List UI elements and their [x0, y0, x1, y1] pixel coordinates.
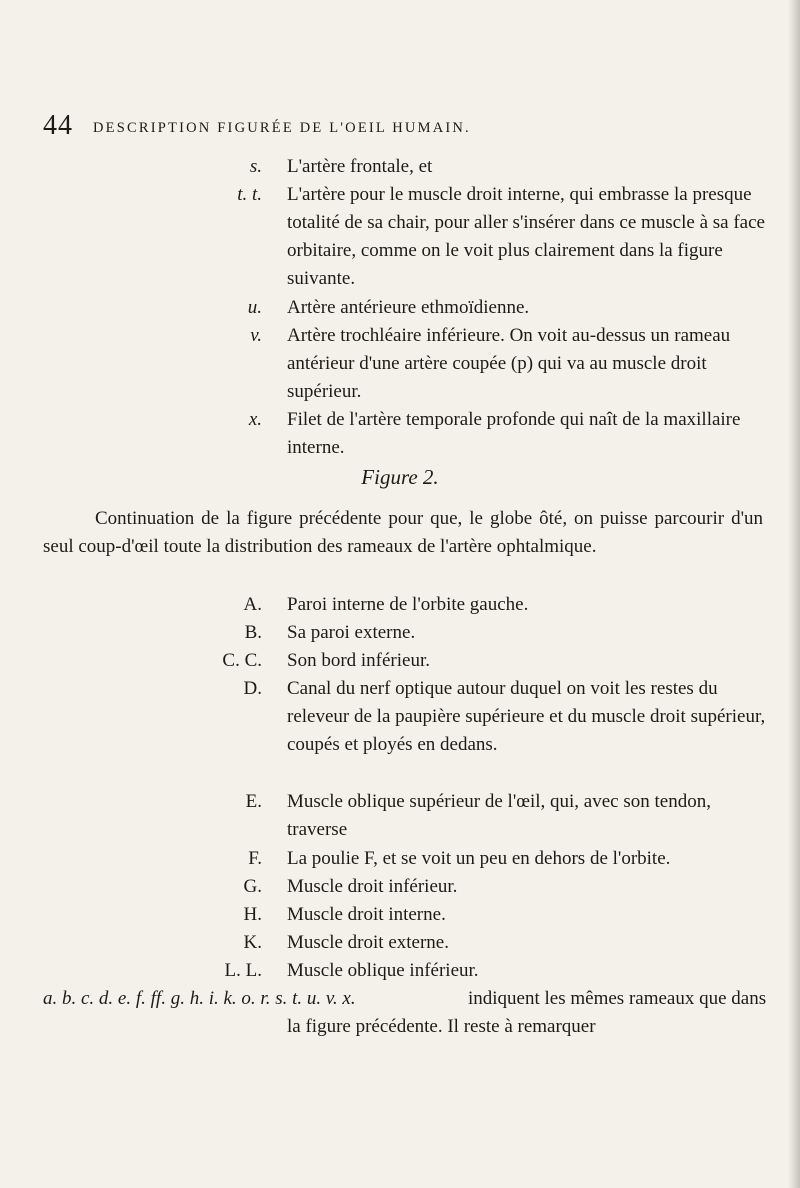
entry-label: t. t. [237, 184, 262, 205]
entry-label: s. [249, 156, 262, 177]
entry-label: F. [248, 848, 262, 869]
page-number: 44 [43, 110, 73, 141]
entry-label: L. L. [224, 960, 262, 981]
entry-text: L'artère pour le muscle droit interne, qui embrasse la presque totalité de sa chair, pour aller s'insérer dans ce muscle à sa face orbitaire, comme on le voit plus clairement dans la figure suivante. [287, 184, 765, 289]
entry-text: Muscle droit inférieur. [287, 876, 458, 897]
entry-text: Paroi interne de l'orbite gauche. [287, 594, 529, 615]
entry-text: La poulie F, et se voit un peu en dehors de l'orbite. [287, 848, 671, 869]
entry-label: a. b. c. d. e. f. ff. g. h. i. k. o. r. s. t. u. v. x. [43, 988, 356, 1009]
entry-text: Son bord inférieur. [287, 650, 431, 671]
running-head: DESCRIPTION FIGURÉE DE L'OEIL HUMAIN. [93, 120, 471, 136]
entry-label: G. [243, 876, 262, 897]
entry-text: Muscle oblique supérieur de l'œil, qui, avec son tendon, traverse [287, 791, 711, 840]
entry-label: v. [250, 325, 262, 346]
page-edge-shadow [788, 0, 800, 1188]
entry-text: Canal du nerf optique autour duquel on voit les restes du releveur de la paupière supérieure et du muscle droit supérieur, coupés et ployés en dedans. [287, 678, 766, 755]
entry-text: Filet de l'artère temporale profonde qui naît de la maxillaire interne. [287, 409, 741, 458]
page-header [43, 110, 763, 148]
intro-paragraph: Continuation de la figure précédente pour que, le globe ôté, on puisse parcourir d'un seul coup-d'œil toute la distribution des rameaux de l'artère ophtalmique. [43, 508, 763, 557]
entry-text: Artère antérieure ethmoïdienne. [287, 297, 530, 318]
entry-text: Sa paroi externe. [287, 622, 416, 643]
entry-label: A. [243, 594, 262, 615]
entry-label: D. [243, 678, 262, 699]
entry-label: u. [247, 297, 262, 318]
entry-text: Muscle oblique inférieur. [287, 960, 479, 981]
entry-text: Muscle droit externe. [287, 932, 449, 953]
entry-label: K. [243, 932, 262, 953]
entry-text: Muscle droit interne. [287, 904, 446, 925]
entry-label: C. C. [222, 650, 262, 671]
figure-title: Figure 2. [361, 465, 439, 489]
entry-text: indiquent les mêmes rameaux que dans la figure précédente. Il reste à remarquer [287, 988, 767, 1037]
entry-text: L'artère frontale, et [287, 156, 433, 177]
entry-label: E. [245, 791, 262, 812]
entry-label: B. [244, 622, 262, 643]
entry-label: H. [243, 904, 262, 925]
entry-label: x. [248, 409, 262, 430]
entry-text: Artère trochléaire inférieure. On voit au-dessus un rameau antérieur d'une artère coupée (p) qui va au muscle droit supérieur. [287, 325, 731, 402]
